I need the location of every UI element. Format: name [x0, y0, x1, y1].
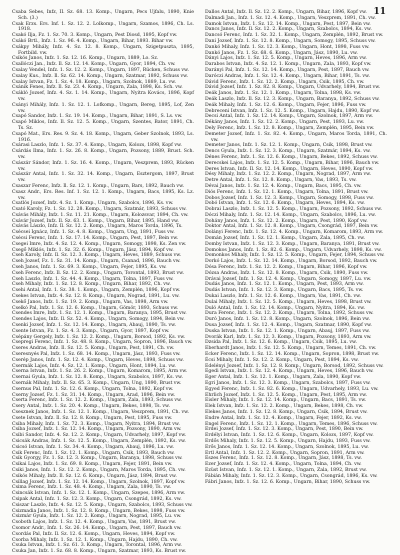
list-item: Dura Ferenc, Infz. 1. Sz. 12. 2. Komp., Ungarn, Tolna, 1892, Schuss vw.	[205, 311, 374, 317]
list-item: Csete Istvan, Infz. Il. Sz. 12. 8. Komp., Ungarn, Pest, 1895, Fuss vw.	[12, 415, 173, 421]
list-item: Csernus Pal, Infz. 1. Sz. 12. 6. Komp., Ungarn, Tolna, 1892, Kopf vw.	[12, 386, 174, 392]
list-item: Csávás Lászlo, Infz. Il. Sz. 12. 2. Komp., Ungarn, Maros Torda, 1896, Ts.	[12, 224, 183, 230]
list-item: Csima Ferenc, Infz. 1. Sz. 48. 4. Komp., Ungarn, Zala, 1890, Ts. vw.	[12, 485, 171, 491]
list-item: Dely Ferenc, Infz. 1. Sz. 12. 8. Komp., Ungarn, Zemplén, 1895, Bein vw.	[205, 125, 375, 131]
list-item: Cseresnyés Pal, Infz. 1. Sz. 68. 14. Komp., Ungarn, Jász, 1893, Fuss vw.	[12, 352, 181, 358]
list-item: Dankó Janos, Fz. 1. Sz. 68. 6. Komp., Ungarn, Jász, 1890, Lu. vw.	[205, 50, 358, 56]
list-item: Csizmár Gyula, Infz. 1. Sz. 12. 2. Komp., Ungarn, Nograd, 1895, Lu. vw.	[12, 514, 182, 520]
list-item: Ecker Ferenc, Infz. 1. Sz. 12. 14. Komp., Ungarn, Sopron, 1898, Brust vw.	[205, 352, 380, 358]
list-item: Dencs Gyula, Infz. 1. Sz. 12. 3. Komp., Ungarn, Szatmár, 1894, Ks. vw.	[205, 149, 371, 155]
list-item: Cseh Janos, Infz. 1. Sz. 69. 3. Komp., Ungarn, Fejer, 1895, Ks. vw.	[12, 265, 167, 271]
list-item: Csendes Imre, Infz. 1. Sz. 12. 1. Komp., Ungarn, Baranya, 1895, Brust vw.	[12, 311, 187, 317]
list-item: Csente Istvan, Fz. 1. Sz. 4. 3. Komp., Ungarn, Gyor, 1897, Kopf vw.	[12, 328, 170, 334]
list-item: Endre Antal, Infz. 1. Sz. 12. 4. Komp., Ungarn, Fejer, 1892, Ks. vw.	[205, 415, 362, 421]
list-item: Csicsó Istvan, Infz. 1. Sz. 34. 4. Komp., Ungarn, Abauj, 1896, Lu. vw.	[12, 444, 174, 450]
list-item: Dankó Mihaly, Infz. 1. Sz. 12. 3. Komp., Ungarn, Hont, 1898, Fuss vw.	[205, 44, 370, 50]
list-item: Decsi Antal, Infz. 1. Sz. 12. 14. Komp., Ungarn, Szolnok, 1897, Arm vw.	[205, 114, 374, 120]
list-item: Cseh Ferenc, Infz. Il. Sz. 12. 2. Komp., Ungarn, Torontal, 1893, Brust vw.	[12, 270, 185, 276]
list-item: Csakó Ilja, Fz. 1. Sz. 70. 3. Komp., Ungarn, Pest Diosd, 1895, Kopf vw.	[12, 33, 178, 39]
list-item: Demeter Janos, Infz. 1. Sz. 12. 1. Komp., Ungarn, Csik, 1898, Brust vw.	[205, 143, 373, 149]
list-item: Dudás Janos, Infz. 1. Sz. 12. 1. Komp., Ungarn, Pest, 1893, Arm vw.	[205, 282, 364, 288]
list-item: Csaszar Ferenc, Infz. Il. Sz. 12. 1. Komp., Ungarn, Bars, 1892, Bauch vw.	[12, 183, 184, 189]
list-item: Erdélyi Istvan, Infz. 1. Sz. 12. 6. Komp., Ungarn, Kolozs, 1897, Kopf vw.	[205, 433, 374, 439]
page-number: 11	[373, 7, 386, 17]
list-item: Csákó Brtl., Infz. 1. Sz. 96. 4. Komp., Ungarn, Bihar, 1893. Bihar vw.	[12, 38, 174, 44]
list-item: Dancs Janos, Infz. Il. Sz. 12. 2. Komp., Ungarn, Szabolcs, 1894, Ks. vw.	[205, 27, 372, 33]
entry-list-left	[12, 10, 194, 555]
list-item: Deák Janos, Infz. 1. Sz. 12. 1. Komp., Ungarn, Tolna, 1898, Ks. vw.	[205, 91, 362, 97]
list-item: Csorba Mihaly, Infz. 1. Sz. 12. 1. Komp., Ungarn, Hajdu, 1890, Ch. vw.	[12, 537, 178, 543]
list-item: Csiszar Laszlo, Infz. 4. Sz. 12. 5. Komp., Ungarn, Szabolcs, 1893, Schuss vw.	[12, 502, 193, 508]
list-item: Csincsák Istvan, Infz. 1. Sz. 12. 1. Komp., Ungarn, Szepes, 1896, Arm vw.	[12, 491, 186, 497]
list-item: Duró Janos, Infz. 1. Sz. 12. 8. Komp., Ungarn, Szolnok, 1896, Bein vw.	[205, 317, 370, 323]
list-item: Cseh Karoly, Infz. Il. Sz. 12. 3. Komp., Ungarn, Heves, 1889, Schuss vw.	[12, 253, 182, 259]
list-item: Csallóczi Jan., Infz. Il. Sz. 12. 14. Komp., Ungarn, Gyor, 1894, Ch. vw.	[12, 62, 176, 68]
list-item: Csépány Gergely, Infz. 1. Sz. 12. 2. Komp., Ungarn, Borsod, 1892, Ks. vw.	[12, 334, 186, 340]
list-item: Csordás Pal, Infz. Il. Sz. 12. 6. Komp., Ungarn, Heves, 1894, Kopf vw.	[12, 531, 176, 537]
list-item: Csik Ferenc, Infz. 1. Sz. 12. 1. Komp., Ungarn, Csik, 1893, Bauch vw.	[12, 450, 175, 456]
list-item: Csiba Jozsef, Infz. 1. Sz. 12. 14. Komp., Ungarn, Pozsony, 1890, Arm vw.	[12, 427, 182, 433]
list-item: Csuka Jan, Infz. 1. Sz. 68. 8. Komp., Ungarn, Szatmar, 1893, Ks. Brust vw.	[12, 549, 187, 555]
list-item: Ezüst Istvan, Infz. 1. Sz. 12. 1. Komp., Ungarn, Zala, 1892, Brust vw.	[205, 467, 367, 473]
list-item: Dévai Janos, Infz. 1. Sz. 12. 4. Komp., Ungarn, Bacs, 1895, Ch. vw.	[205, 183, 362, 189]
list-item: Csapó Mat., Ers. Res. 9. Sz. 4. 18. Komp., Ungarn, Geber Szolnok, 1893, Ls. 1916.	[12, 131, 194, 143]
list-item: Csasz Andr., Ers. Res. Inf. 1. Sz. 12. 1. Komp., Ungarn, Bacs, 1895, Ks. Lz. vw.	[12, 189, 194, 201]
list-item: Dukai Laszlo, Infz. 1. Sz. 12. 6. Komp., Ungarn, Vas, 1891, Ch. vw.	[205, 294, 362, 300]
list-item: Csiki Janos, Infz. 1. Sz. 12. 2. Komp., Ungarn, Maros Torda, 1895, Ch. vw.	[12, 467, 186, 473]
list-item: Deres Istvan, Infz. Il. Sz. 12. 14. Komp., Ungarn, Heves, 1890, Kopf vw.	[205, 166, 374, 172]
list-item: Császár Sándor, Infz. 1. Sz. 16. 4. Komp., Ungarn, Veszprem, 1893, Rücken vw.	[12, 160, 194, 172]
list-item: Derecskei Lajos, Infz. 1. Sz. 12. 5. Komp., Ungarn, Bihar, 1896, Bauch vw.	[205, 160, 380, 166]
list-item: Eberhardt Janos, Infz. 1. Sz. 12. 5. Komp., Ungarn, Temes, 1891, Ch. vw.	[205, 346, 377, 352]
list-item: Dvorák Karl, Infz. 1. Sz. 12. 3. Komp., Ungarn, Pozsony, 1893, Arm vw.	[205, 334, 372, 340]
list-item: Csárasi Laszlo, Infz. 1. Sz. 37. 4. Komp., Ungarn, Kolozs, 1898, Kopf vw.	[12, 143, 182, 149]
list-item: Edelényi Jozsef, Infz. 1. Sz. 12. 8. Komp., Ungarn, Borsod, 1892, Schuss vw.	[205, 363, 384, 369]
list-item: Dulai Mihaly, Infz. 1. Sz. 12. 5. Komp., Ungarn, Heves, 1898, Brust vw.	[205, 299, 372, 305]
list-item: Cserta Ferenc, Infz. 1. Sz. 12. 2. Komp., Ungarn, Zala, 1893, Schuss vw.	[12, 398, 182, 404]
list-item: Dóczi Mihaly, Infz. 1. Sz. 12. 14. Komp., Ungarn, Szabolcs, 1896, Lu. vw.	[205, 212, 376, 218]
list-item: Cserna Istvan, Infz. 1. Sz. 26. 2. Komp., Ungarn, Komarom, 1895, Arm vw.	[12, 369, 188, 375]
list-item: Deák Mihaly, Infz. 1. Sz. 12. 6. Komp., Ungarn, Fejer, 1896, Fuss vw.	[205, 102, 367, 108]
right-column	[205, 10, 387, 530]
list-item: Csendes Lajos, Infz. Il. Sz. 52. 4. Komp., Ungarn, Somogy, 1894, Bein vw.	[12, 317, 185, 323]
list-item: Dányi Lajos, Infz. 1. Sz. 12. 5. Komp., Ungarn, Heves, 1896, Arm vw.	[205, 56, 367, 62]
list-item: Csikós Janos, Infz. 1. Sz. 12. 16. Komp., Ungarn, 1889, Lo. Sz.	[12, 56, 159, 62]
list-item: Csibi Sandor, Infz. 4. Sz. 12. 2. Komp., Ungarn, Udvarhely, 1897, Kopf vw.	[12, 433, 187, 439]
list-item: Fábián Mihaly, Infz. 1. Sz. 12. 3. Komp., Ungarn, Csongrád, 1896, Ks. vw.	[205, 473, 378, 479]
list-item: Csiba Mihaly, Infz. 1. Sz. 72. 3. Komp., Ungarn, Nyitra, 1894, Brust vw.	[12, 421, 180, 427]
list-item: Csipak Antal, Infz. 1. Sz. 12. 3. Komp., Ungarn, Csongrád, 1892, Ks. vw.	[12, 496, 182, 502]
list-item: Csalay Istvan, Fz. 1. Sz. 4. 18. Komp., Ungarn, Szolnok, 1889, Lu. vw.	[12, 79, 177, 85]
list-item: Csákló Jozsef, Infz. 4. Sz. 1. 14. Komp., Ungarn, Nyitra Kovács, 1896, Kopf vw.	[12, 91, 194, 102]
list-item: Domán Jozsef, Infz. 1. Sz. 12. 1. Komp., Ungarn, Zala, 1895, Ch. vw.	[205, 236, 365, 242]
list-item: Csenki Jozsef, Infz. 1. Sz. 12. 14. Komp., Ungarn, Abauj, 1890, Ts. vw.	[12, 323, 177, 329]
list-item: Dobos Jozsef, Infz. 1. Sz. 12. 3. Komp., Ungarn, Somogy, 1898, Fuss vw.	[205, 195, 374, 201]
list-item: Ertl Antal, Infz. 1. Sz. 12. 2. Komp., Ungarn, Sopron, 1891, Arm vw.	[205, 450, 365, 456]
list-item: Csekes Istvan, Infz. 4. Sz. 12. 8. Komp., Ungarn, Nograd, 1891, Lu. vw.	[12, 294, 180, 300]
list-item: Dalmadi Jan., Infz. 1. Sz. 12. 4. Komp., Ungarn, Veszprem, 1891, Ch. vw.	[205, 15, 376, 21]
list-item: Csik Gyorgy, Fz. 1. Sz. 12. 3. Komp., Ungarn, Baranya, 1898, Schuss vw.	[12, 456, 183, 462]
list-item: Császár Antal, Infz. 1. Sz. 32. 14. Komp., Ungarn, Esztergom, 1897, Brust vw.	[12, 172, 194, 184]
list-item: Cselkó Pal, Infz. 1. Sz. 12. 6. Komp., Ungarn, Gömör, 1893, Schuss vw.	[12, 305, 179, 311]
list-item: Eger Antal, Infz. 1. Sz. 12. 1. Komp., Ungarn, Zala, 1890, Kopf vw.	[205, 375, 362, 381]
list-item: Egyed Ferenc, Infz. 1. Sz. 82. 6. Komp., Ungarn, Udvarhely, 1893, Lu. vw.	[205, 386, 379, 392]
list-item: Engel Ferenc, Infz. 1. Sz. 12. 1. Komp., Ungarn, Temes, 1896, Schuss vw.	[205, 421, 378, 427]
list-item: Elekes Janos, Infz. 1. Sz. 12. 8. Komp., Ungarn, Csik, 1894, Brust vw.	[205, 409, 368, 415]
list-item: Ehrlich Jozsef, Infz. 1. Sz. 12. 5. Komp., Ungarn, Pest, 1895, Arm vw.	[205, 392, 368, 398]
list-item: Ezer Jozsef, Infz. 1. Sz. 12. 4. Komp., Ungarn, Tolna, 1894, Ch. vw.	[205, 462, 362, 468]
list-item: Csávár Jozsef, Infz. Il. Sz. 63. 1. Komp., Ungarn, Bihar, 1895, Hand vw.	[12, 218, 179, 224]
list-item: Csomor Andr., Infz. 1. Sz. 26. 14. Komp., Ungarn, Pest, 1897, Bauch vw.	[12, 525, 182, 531]
list-item: Csalay Vendel, Infz. 1. Sz. 12. 2. Komp., Ungarn, 1897, Rücken, Schuss vw.	[12, 67, 189, 73]
list-item: Darabos Istvan, Infz. 4. Sz. 12. 1. Komp., Ungarn, Zala, 1893, Kopf vw.	[205, 62, 372, 68]
list-item: Debreceni Istvan, Infz. 1. Sz. 12. 5. Komp., Ungarn, Hajdu, 1890, Kopf vw.	[205, 108, 381, 114]
list-item: Demeter Jozsef, Infz. 1. Sz. 82. 4. Komp., Ungarn, Maros Torda, 1891, Ch. vw.	[205, 131, 387, 143]
list-item: Dusa Jozsef, Infz. 1. Sz. 12. 4. Komp., Ungarn, Szatmar, 1890, Kopf vw.	[205, 323, 372, 329]
list-item: Dósa Ferenc, Infz. 1. Sz. 12. 2. Komp., Ungarn, Bihar, 1896, Kopf vw.	[205, 265, 368, 271]
list-item: Egri Janos, Infz. 1. Sz. 12. 3. Komp., Ungarn, Szabolcs, 1897, Fuss vw.	[205, 381, 371, 386]
list-item: Egedi Istvan, Infz. 1. Sz. 12. 4. Komp., Ungarn, Heves, 1896, Bauch vw.	[205, 369, 374, 375]
list-item: Csizmadia Janos, Infz. 1. Sz. 12. 8. Komp., Ungarn, Bekes, 1898, Fuss vw.	[12, 508, 186, 514]
left-column	[12, 10, 194, 555]
list-item: Csernák Mihaly, Infz. Il. Sz. 65. 3. Komp., Ungarn, Ung, 1890, Brust vw.	[12, 381, 182, 386]
list-item: Csoboth Lajos, Infz. 1. Sz. 12. 4. Komp., Ungarn, Vas, 1891, Brust vw.	[12, 520, 177, 526]
list-item: Csányi Mihály, Infz. 1. Sz. 12. 1. Lofkomp., Ungarn, Bereg, 1895, Lof, Zen vw.	[12, 102, 194, 114]
list-item: Eszes Ferenc, Infz. 1. Sz. 12. 8. Komp., Ungarn, Jász, 1898, Ts. vw.	[205, 456, 362, 462]
list-item: Csernai Gyula, Infz. 1. Sz. 12. 8. Komp., Ungarn, Szabolcs, 1897, Ks. vw.	[12, 375, 183, 381]
list-item: Csánik Fenes, Infz. Il. Sz. 23. 4. Komp., Ungarn, Zala, 1898, Ks. Sch. vw.	[12, 85, 183, 91]
list-item: Dózsa Andras, Infz. 1. Sz. 12. 8. Komp., Ungarn, Csik, 1890, Fuss vw.	[205, 270, 369, 276]
list-item: Csákpy Mihály, Infz. 4. Sz. 12. 8. Komp., Ungarn, Szigetpuszta, 1895, Fortbild. vw.	[12, 44, 194, 56]
list-item: Domonkos Mihaly, Infz. 1. Sz. 12. 5. Komp., Ungarn, Fejer, 1894, Schuss vw.	[205, 253, 385, 259]
list-item: Cserép Janos, Infz. 1. Sz. 12. 4. Komp., Ungarn, Heves, 1898, Schuss vw.	[12, 357, 184, 363]
list-item: Dobó Istvan, Infz. 1. Sz. 12. 6. Komp., Ungarn, Heves, 1894, Ks. vw.	[205, 201, 365, 207]
list-item: Csehi Antal, Infz. 1. Sz. 38. 1. Komp., Ungarn, Zemplén, 1896, Kopf vw.	[12, 288, 181, 294]
list-item: Csermák Lajos, Infz. 4. Sz. 12. 1. Komp., Ungarn, Hont, 1894, Lu. vw.	[12, 363, 176, 369]
list-item: Doktor Antal, Infz. 1. Sz. 12. 8. Komp., Ungarn, Csongrád, 1897, Bein vw.	[205, 224, 379, 230]
list-item: Cseh Jozsef, Fz. 1. Sz. 31. 14. Komp., Ungarn, Csanad, 1896, Bauch vw.	[12, 259, 181, 265]
list-item: Dolányi Ferenc, Infz. 1. Sz. 12. 4. Komp., Ungarn, Komarom, 1893, Arm vw.	[205, 230, 384, 236]
list-item: Dávid Jozsef, Infz. 1. Sz. 82. 8. Komp., Ungarn, Udvarhely, 1894, Brust vw.	[205, 85, 381, 91]
list-item: Daróczi Andras, Infz. 1. Sz. 12. 4. Komp., Ungarn, Bihar, 1891, Ts. vw.	[205, 73, 370, 79]
list-item: Csapó Miklos, Infz. Il. Sz. 12. 5. Komp., Ungarn, Szentes, Bator, 1891, Ch. Ts. Sz.	[12, 120, 194, 131]
list-item: Csillag Jozsef, Infz. 1. Sz. 12. 14. Komp., Ungarn, Szolnok, 1897, Kopf vw.	[12, 479, 186, 485]
list-item: Detre Antal, Infz. 1. Sz. 12. 8. Komp., Ungarn, Vas, 1893, Ts. vw.	[205, 178, 357, 184]
entry-list-right	[205, 10, 387, 485]
list-item: Csesznek Janos, Infz. 1. Sz. 12. 1. Komp., Ungarn, Veszprem, 1891, Ch. vw.	[12, 409, 190, 415]
list-item: Cseh Mihaly, Infz. 1. Sz. 12. 8. Komp., Ungarn, Bihar, 1892, Ch. vw.	[12, 282, 171, 288]
list-item: Csepregi Ferenc, Infz. 1. Sz. 48. 8. Komp., Ungarn, Sopron, 1896, Bauch vw.	[12, 340, 193, 346]
list-item: Elek Istvan, Infz. 1. Sz. 12. 2. Komp., Ungarn, Bekes, 1898, Ch. vw.	[205, 404, 364, 410]
list-item: Csécsei Ignácz, Infz. 1. Sz. 4. 8. Komp., Ungarn, Ung, 1891, Fuss vw.	[12, 230, 175, 236]
list-item: Dallos Antal, Infz. Il. Sz. 12. 2. Komp., Ungarn, Bihar, 1896, Kopf vw.	[205, 10, 367, 15]
list-item: Erdős Mihaly, Infz. 1. Sz. 12. 5. Komp., Ungarn, Hajdu, 1893, Fuss vw.	[205, 438, 371, 444]
list-item: Csató Karoly, Fz. 1. Sz. 12. 28. Komp., Ungarn, Szatmár, 1893, Schuss vw.	[12, 207, 187, 213]
list-item: Écsi Mihaly, Infz. 1. Sz. 12. 2. Komp., Ungarn, Pest, 1894, Ks. vw.	[205, 357, 359, 363]
list-item: Domby Istvan, Infz. 1. Sz. 12. 3. Komp., Ungarn, Baranya, 1891, Brust vw.	[205, 241, 380, 247]
list-item: Drávai Jozsef, Infz. 1. Sz. 12. 4. Komp., Ungarn, Somogy, 1897, Lu. vw.	[205, 276, 372, 282]
list-item: Csekő Janos, Infz. 1. Sz. 19. 2. Komp., Ungarn, Vas, 1898, Arm vw.	[12, 299, 169, 305]
list-item: Csikós Mihaly, Infz. Il. Sz. 12. 6. Komp., Ungarn, Jász, 1894, Brust vw.	[12, 473, 177, 479]
list-item: Domokos Janos, Infz. 1. Sz. 82. 6. Komp., Ungarn, Udvarhely, 1898, Ks. vw.	[205, 247, 382, 253]
list-item: Diós Ferenc, Infz. 1. Sz. 12. 1. Komp., Ungarn, Tolna, 1891, Brust vw.	[205, 189, 369, 195]
list-item: Cseres Andras, Infz. Il. Sz. 12. 5. Komp., Ungarn, Pest, 1891, Ch. vw.	[12, 346, 175, 352]
list-item: Csicsák Andras, Infz. 1. Sz. 12. 5. Komp., Ungarn, Zemplén, 1892, Ks. vw.	[12, 438, 186, 444]
list-item: Csegő Miklós, Infz. 1. Sz. 32. 6. Komp., Ungarn, Jász, 1894, Kopf vw.	[12, 247, 174, 253]
list-item: Csikai Lajos, Infz. 1. Sz. 69. 8. Komp., Ungarn, Fejer, 1891, Bein vw.	[12, 462, 173, 468]
list-item: Dénes Ferenc, Infz. 1. Sz. 12. 6. Komp., Ungarn, Bekes, 1892, Schuss vw.	[205, 154, 378, 160]
list-item: Duska Istvan, Infz. 1. Sz. 12. 1. Komp., Ungarn, Abauj, 1897, Fuss vw.	[205, 328, 370, 334]
list-item: Dudás Istvan, Infz. 1. Sz. 12. 3. Komp., Ungarn, Bacs, 1895, Ts. vw.	[205, 288, 364, 294]
list-item: Eisler Mihaly, Infz. 1. Sz. 12. 14. Komp., Ungarn, Bacs, 1891, Ts. vw.	[205, 398, 367, 404]
list-item: Duló Antal, Infz. 1. Sz. 12. 14. Komp., Ungarn, Nyitra, 1894, Ks. vw.	[205, 305, 365, 311]
list-item: Csaba Sebes, Infz, II. Sz. 68. 13. Komp., Ungarn, Pecs Ujfalu, 1890, Knie Sch. (3.)	[12, 10, 194, 21]
list-item: Deák Laszlo, Infz. Il. Sz. 12. 3. Komp., Ungarn, Baranya, 1892, Schuss vw.	[205, 96, 380, 102]
list-item: Csárdás Ilma, Infz. 1. Sz. 26. 8. Komp., Ungarn, Pozsony, 1889, Brust. Sch. vw.	[12, 149, 194, 160]
list-item: Dorkó Lajos, Infz. 1. Sz. 12. 14. Komp., Ungarn, Borsod, 1892, Bauch vw.	[205, 259, 378, 265]
list-item: Dani Jozsef, Infz. 1. Sz. 12. 8. Komp., Ungarn, Somogy, 1895, Schuss vw.	[205, 38, 376, 44]
list-item: Dohány Janos, Infz. 1. Sz. 12. 2. Komp., Ungarn, Pest, 1890, Kopf vw.	[205, 218, 368, 224]
list-item: Csuka Istvan, Infz. 1. Sz. 61. 3. Komp., Ungarn, Torontal, 1896, Arm vw.	[12, 543, 182, 549]
list-item: Damok Istvan, Infz. 1. Sz. 12. 14. Komp., Ungarn, Pest, 1897, Bein vw.	[205, 21, 371, 27]
list-item: Csatlós Jozsef, Infz. 4. Sz. 1. Komp., Ungarn, Szabolcs, 1896, Ks. vw.	[12, 201, 174, 207]
list-item: Erős Janos, Infz. 1. Sz. 12. 14. Komp., Ungarn, Szolnok, 1895, Lu. vw.	[205, 444, 369, 450]
list-item: Erdei Jozsef, Infz. 1. Sz. 12. 3. Komp., Ungarn, Pest, 1890, Bein vw.	[205, 427, 364, 433]
list-item: Dzsida Pal, Infz. 1. Sz. 12. 6. Komp., Ungarn, Csik, 1895, Lu. vw.	[205, 340, 357, 346]
list-item: Fábri Janos, Infz. 1. Sz. 12. 6. Komp., Ungarn, Bihar, 1890, Schuss vw.	[205, 479, 371, 485]
list-item: Dancsó Ferenc, Infz. 1. Sz. 32. 1. Komp., Ungarn, Zemplén, 1892, Brust vw.	[205, 33, 384, 39]
list-item: Dobrai Laszlo, Infz. 1. Sz. 12. 5. Komp., Ungarn, Pozsony, 1892, Schuss vw.	[205, 207, 383, 213]
list-item: Csery Antal, Infz. 1. Sz. 20. 4. Komp., Ungarn, Bekes, 1898, Ts. vw.	[12, 404, 170, 410]
list-item: Csak Erzs. Ers. Inf. 1. Sz. 12. 2. Lolkomp., Ungarn, Szamos, 1896, Ch. Ls. 1918.	[12, 21, 194, 33]
list-item: Csalay Kus., Infz. Il. Sz. 62. 14. Komp., Ungarn, Szatmar, 1892, Schuss vw.	[12, 73, 189, 79]
list-item: Csávás Mihály, Infz. 1. Sz. 11. 21. Komp., Ungarn, Kolozsvar, 1894, Ch. vw.	[12, 212, 189, 218]
list-item: Dávid Ferenc, Infz. 1. Sz. 12. 2. Komp., Ungarn, Csik, 1895, Ch. vw.	[205, 79, 365, 85]
list-item: Csapó Sandor, Infz. 1. Sz. 19. 14. Komp., Ungarn, Bihar, 1891, S. Ls. vw.	[12, 114, 183, 120]
list-item: Cserny Jozsef, Fz. 1. Sz. 31. 14. Komp., Ungarn, Arad, 1896, Bein vw.	[12, 392, 176, 398]
list-item: Darányi Pal, Infz. 1. Sz. 12. 14. Komp., Ungarn, Pest, 1897, Bauch vw.	[205, 67, 370, 73]
list-item: Désy Mihaly, Infz. 1. Sz. 12. 2. Komp., Ungarn, Nograd, 1897, Arm vw.	[205, 172, 372, 178]
list-item: Dékány Janos, Infz. 1. Sz. 12. 2. Komp., Ungarn, Pest, 1893, Lu. vw.	[205, 120, 365, 126]
list-item: Cseh Laszlo, Infz. 1. Sz. 44. 4. Komp., Ungarn, Tolna, 1897, Fuss vw.	[12, 276, 174, 282]
list-item: Csegei Imre, Infz. 4. Sz. 12. 4. Komp., Ungarn, Somogy, 1898, Ks. Zen vw.	[12, 241, 187, 247]
list-item: Csécsi Ferenc, Infz. 1. Sz. 17. 14. Komp., Ungarn, Pest, 1897, Bein vw.	[12, 236, 179, 242]
